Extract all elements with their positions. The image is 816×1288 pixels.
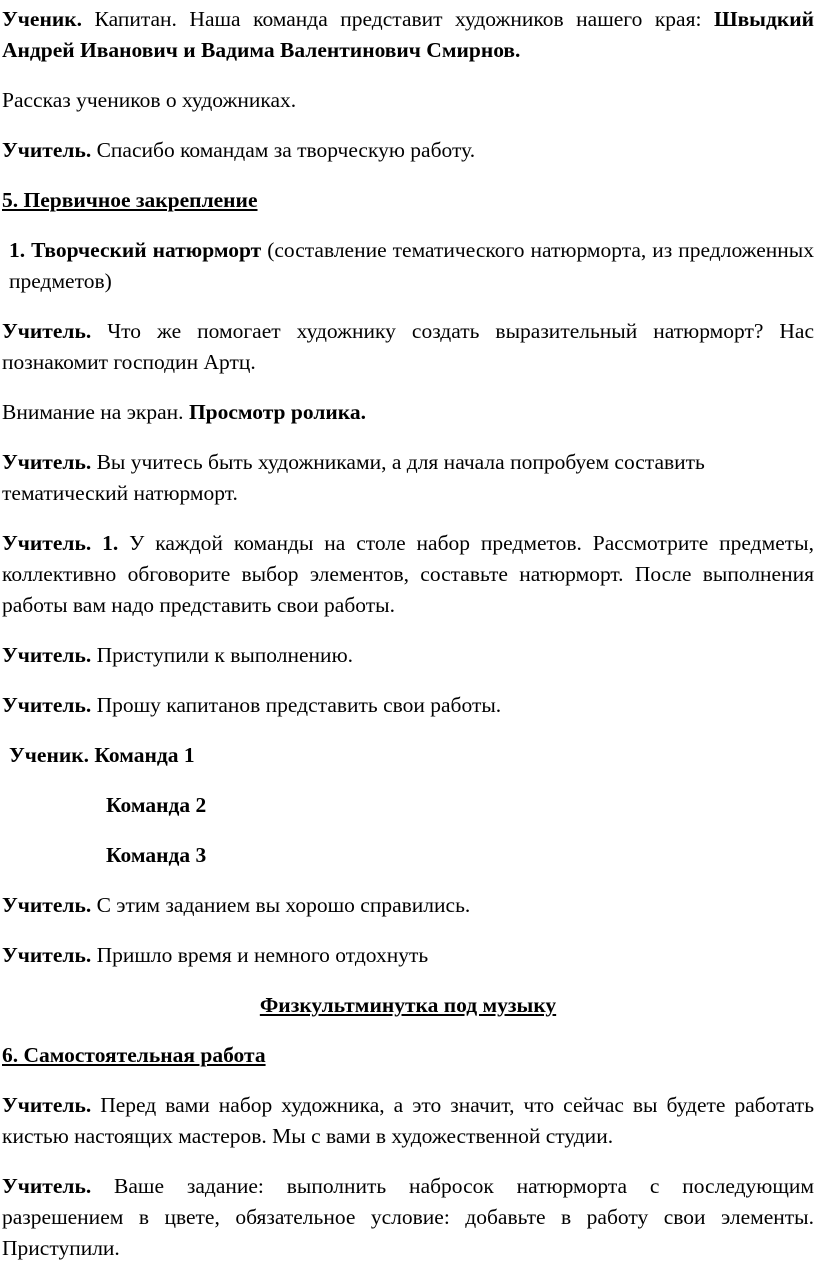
paragraph-teacher-task-1	[2, 528, 814, 621]
paragraph-teacher-question	[2, 316, 814, 378]
paragraph-creative-still-life	[2, 235, 814, 297]
paragraph-text: (составление тематического натюрморта, из предложенных предметов)	[9, 238, 814, 293]
speaker-label: Учитель.	[2, 138, 92, 162]
paragraph-teacher-assignment	[2, 1171, 814, 1264]
paragraph-student-captain	[2, 4, 814, 66]
section-heading-text: 6. Самостоятельная работа	[2, 1043, 266, 1067]
speaker-label: Учитель.	[2, 1093, 92, 1117]
paragraph-students-story	[2, 85, 814, 116]
paragraph-teacher-artists	[2, 447, 814, 509]
paragraph-text: Что же помогает художнику создать выразительный натюрморт? Нас познакомит господин Артц.	[2, 319, 814, 374]
team-label: Команда 2	[106, 793, 207, 817]
speaker-label: Учитель. 1.	[2, 531, 119, 555]
speaker-label: Учитель.	[2, 943, 92, 967]
speaker-label: Учитель.	[2, 450, 92, 474]
paragraph-teacher-start	[2, 640, 814, 671]
section-heading-text: 5. Первичное закрепление	[2, 188, 258, 212]
section-heading-6	[2, 1040, 814, 1071]
speaker-label: Учитель.	[2, 693, 92, 717]
heading-physical-break	[2, 990, 814, 1021]
paragraph-text: Перед вами набор художника, а это значит, что сейчас вы будете работать кистью настоящих мастеров. Мы с вами в художественной студии.	[2, 1093, 814, 1148]
paragraph-team-3	[2, 840, 814, 871]
speaker-label: Учитель.	[2, 1174, 92, 1198]
heading-text: Физкультминутка под музыку	[259, 993, 557, 1017]
speaker-label: Ученик.	[2, 7, 82, 31]
speaker-label: Учитель.	[2, 319, 92, 343]
video-label: Просмотр ролика.	[188, 400, 366, 424]
paragraph-teacher-thanks	[2, 135, 814, 166]
task-title: 1. Творческий натюрморт	[9, 238, 262, 262]
paragraph-text: Спасибо командам за творческую работу.	[91, 138, 476, 162]
paragraph-text: Пришло время и немного отдохнуть	[91, 943, 429, 967]
paragraph-text: Прошу капитанов представить свои работы.	[91, 693, 502, 717]
paragraph-teacher-rest	[2, 940, 814, 971]
paragraph-team-1	[2, 740, 814, 771]
paragraph-attention-screen	[2, 397, 814, 428]
paragraph-text: У каждой команды на столе набор предметов. Рассмотрите предметы, коллективно обговорите выбор элементов, составьте натюрморт. После выполнения работы вам надо представить свои работы.	[2, 531, 814, 617]
paragraph-text: С этим заданием вы хорошо справились.	[91, 893, 471, 917]
paragraph-text: Капитан. Наша команда представит художников нашего края:	[82, 7, 714, 31]
paragraph-teacher-artist-set	[2, 1090, 814, 1152]
paragraph-team-2	[2, 790, 814, 821]
speaker-label: Учитель.	[2, 643, 92, 667]
paragraph-text: Внимание на экран.	[2, 400, 189, 424]
paragraph-teacher-well-done	[2, 890, 814, 921]
speaker-label: Учитель.	[2, 893, 92, 917]
section-heading-5	[2, 185, 814, 216]
paragraph-teacher-present	[2, 690, 814, 721]
team-label: Команда 3	[106, 843, 207, 867]
paragraph-text: Вы учитесь быть художниками, а для начала попробуем составить тематический натюрморт.	[2, 450, 705, 505]
paragraph-text: Ваше задание: выполнить набросок натюрморта с последующим разрешением в цвете, обязательное условие: добавьте в работу свои элементы. Приступили.	[2, 1174, 814, 1260]
team-label: Ученик. Команда 1	[9, 743, 195, 767]
paragraph-text: Приступили к выполнению.	[91, 643, 354, 667]
paragraph-text: Рассказ учеников о художниках.	[2, 88, 297, 112]
artists-names: Швыдкий Андрей Иванович и Вадима Валентинович Смирнов.	[2, 7, 814, 62]
